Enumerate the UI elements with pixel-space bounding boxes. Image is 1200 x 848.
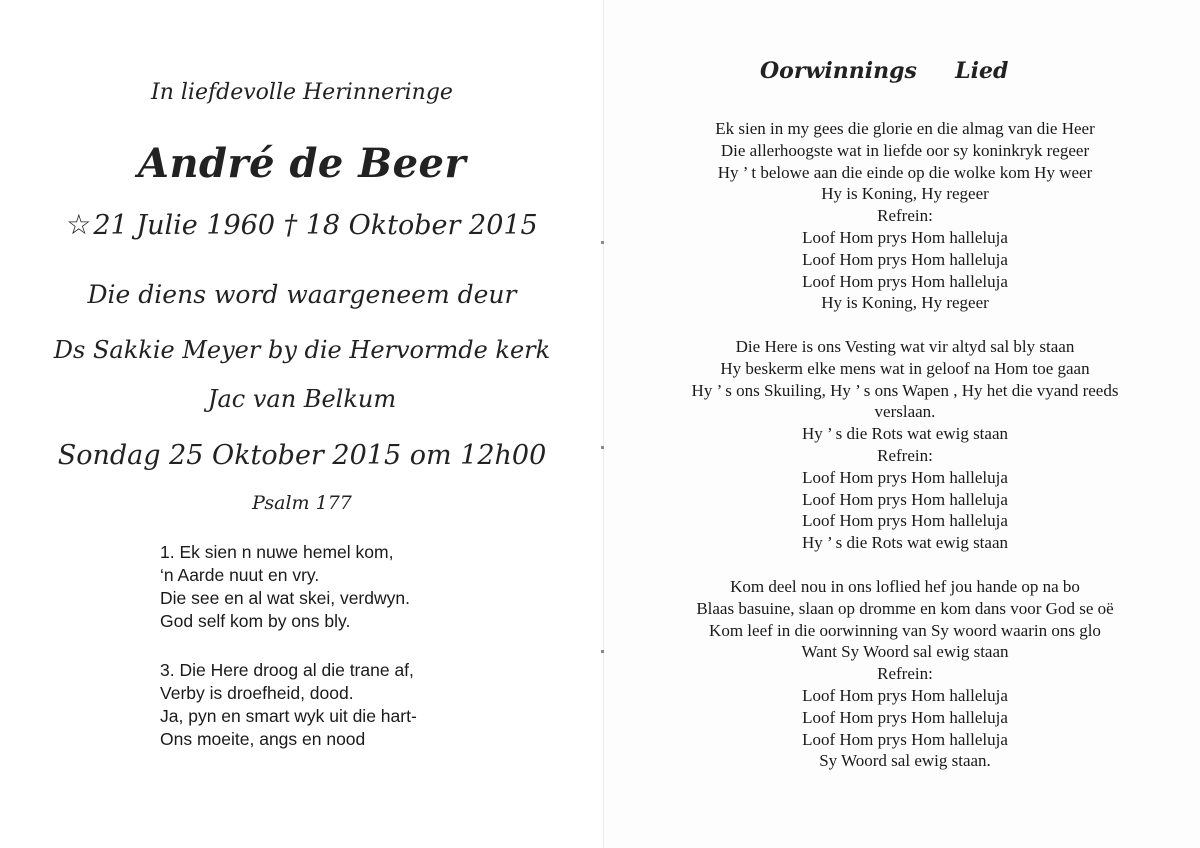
birth-date: 21 Julie 1960 <box>93 210 276 241</box>
verse-line: ‘n Aarde nuut en vry. <box>160 565 320 585</box>
lyric-line: Hy ’ t belowe aan die einde op die wolke kom Hy weer <box>717 162 1093 182</box>
venue-line: Jac van Belkum <box>207 385 397 413</box>
verse-line: Ja, pyn en smart wyk uit die hart- <box>160 706 417 726</box>
service-datetime: Sondag 25 Oktober 2015 om 12h00 <box>57 440 547 471</box>
lyric-line: Loof Hom prys Hom halleluja <box>802 271 1008 291</box>
officiant-line: Ds Sakkie Meyer by die Hervormde kerk <box>53 336 551 364</box>
death-date: 18 Oktober 2015 <box>305 210 538 241</box>
service-intro: Die diens word waargeneem deur <box>87 280 517 309</box>
song-title: Oorwinnings Lied <box>760 58 1009 84</box>
lyric-line: Hy is Koning, Hy regeer <box>821 293 989 313</box>
lyric-line: Hy ’ s die Rots wat ewig staan <box>801 533 1008 553</box>
psalm-verse-3 <box>160 659 560 751</box>
deceased-name: André de Beer <box>137 140 467 187</box>
lyric-line: Die allerhoogste wat in liefde oor sy koninkryk regeer <box>720 140 1090 160</box>
lyric-line: Loof Hom prys Hom halleluja <box>802 511 1008 531</box>
lyric-line: Loof Hom prys Hom halleluja <box>802 685 1008 705</box>
lyric-line: Hy ’ s die Rots wat ewig staan <box>801 424 1008 444</box>
verse-line: Verby is droefheid, dood. <box>160 683 354 703</box>
memorial-heading: In liefdevolle Herinneringe <box>151 80 453 105</box>
refrain-label: Refrein: <box>877 206 933 226</box>
song-stanza-2 <box>610 336 1200 554</box>
lyric-line: Loof Hom prys Hom halleluja <box>802 707 1008 727</box>
life-dates <box>0 208 604 241</box>
verse-line: God self kom by ons bly. <box>160 611 351 631</box>
refrain-label: Refrein: <box>877 445 933 465</box>
lyric-line: Sy Woord sal ewig staan. <box>819 751 991 771</box>
lyric-line: verslaan. <box>874 402 936 422</box>
refrain-label: Refrein: <box>877 664 933 684</box>
lyric-line: Hy ’ s ons Skuiling, Hy ’ s ons Wapen , Hy het die vyand reeds <box>691 380 1119 400</box>
psalm-verse-1 <box>160 541 560 633</box>
song-stanza-1 <box>610 118 1200 314</box>
lyric-line: Loof Hom prys Hom halleluja <box>802 467 1008 487</box>
star-icon: ☆ <box>66 208 92 241</box>
cross-icon: † <box>283 210 298 241</box>
verse-line: Ons moeite, angs en nood <box>160 729 366 749</box>
lyric-line: Loof Hom prys Hom halleluja <box>802 729 1008 749</box>
lyric-line: Blaas basuine, slaan op dromme en kom dans voor God se oë <box>696 598 1114 618</box>
verse-line: 3. Die Here droog al die trane af, <box>160 660 414 680</box>
lyric-line: Loof Hom prys Hom halleluja <box>802 227 1008 247</box>
verse-line: 1. Ek sien n nuwe hemel kom, <box>160 542 394 562</box>
song-stanza-3 <box>610 576 1200 772</box>
verse-line: Die see en al wat skei, verdwyn. <box>160 588 410 608</box>
lyric-line: Ek sien in my gees die glorie en die almag van die Heer <box>715 119 1095 138</box>
lyric-line: Die Here is ons Vesting wat vir altyd sal bly staan <box>735 337 1075 356</box>
lyric-line: Loof Hom prys Hom halleluja <box>802 489 1008 509</box>
lyric-line: Hy is Koning, Hy regeer <box>821 184 989 204</box>
lyric-line: Kom deel nou in ons loflied hef jou hande op na bo <box>730 577 1080 596</box>
psalm-title: Psalm 177 <box>252 492 352 514</box>
lyric-line: Loof Hom prys Hom halleluja <box>802 249 1008 269</box>
lyric-line: Hy beskerm elke mens wat in geloof na Hom toe gaan <box>720 358 1090 378</box>
lyric-line: Kom leef in die oorwinning van Sy woord waarin ons glo <box>709 620 1101 640</box>
lyric-line: Want Sy Woord sal ewig staan <box>801 642 1009 662</box>
